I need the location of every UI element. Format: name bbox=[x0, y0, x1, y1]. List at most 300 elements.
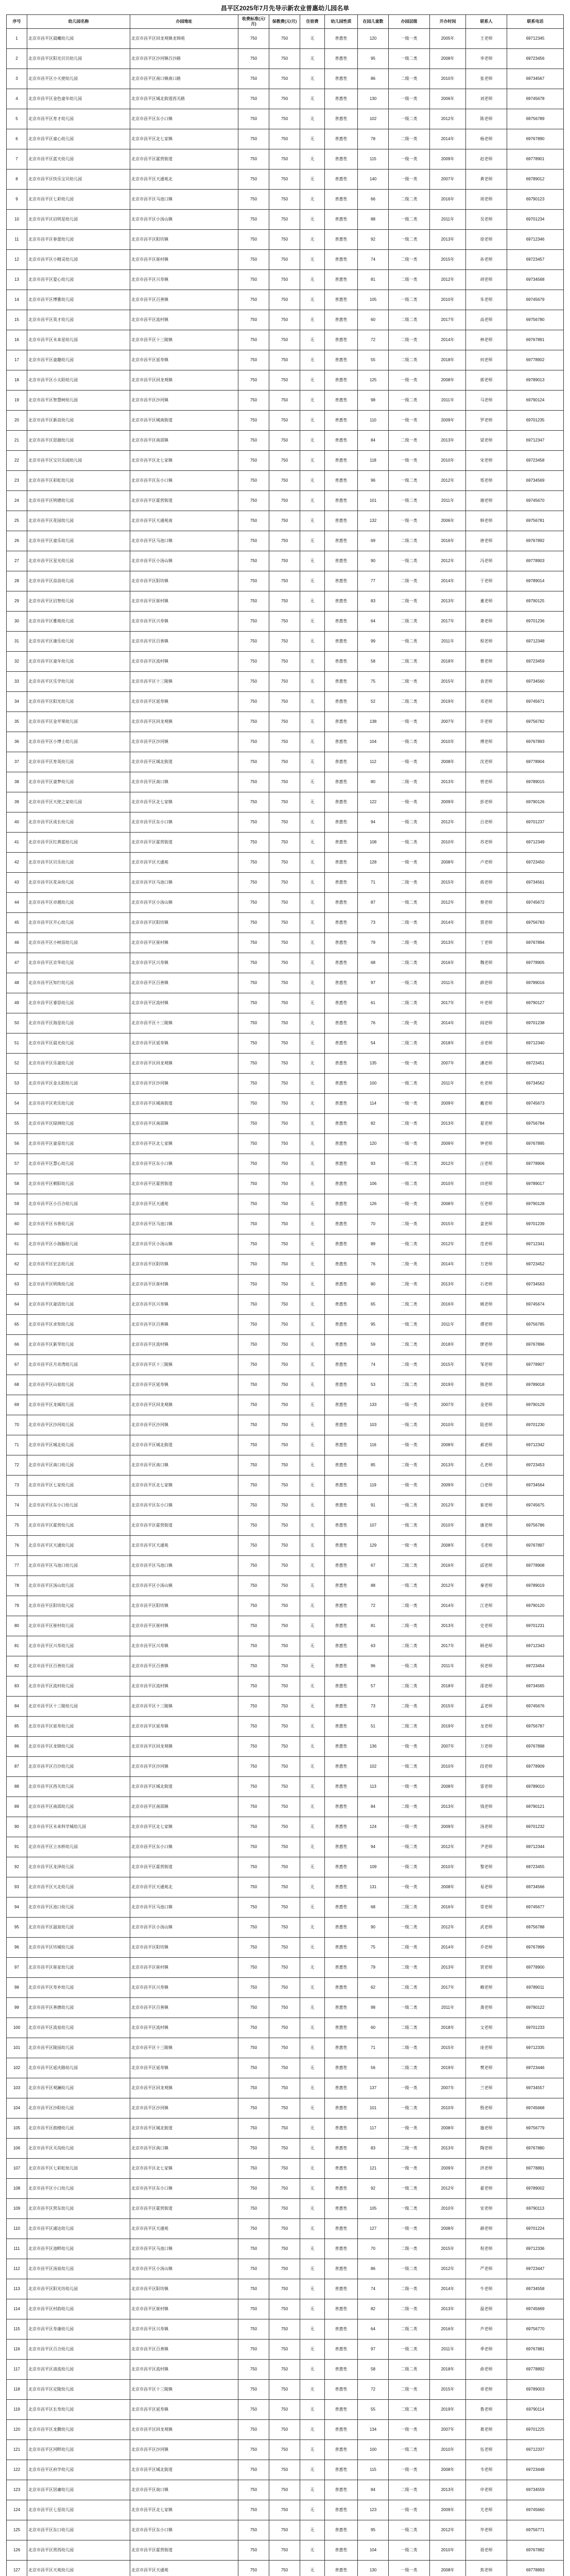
table-cell: 133 bbox=[358, 1395, 389, 1415]
table-row bbox=[7, 1154, 564, 1174]
table-cell: 750 bbox=[238, 1375, 269, 1395]
table-cell: 北京市昌平区寿乡幼儿园 bbox=[27, 1978, 130, 1998]
table-cell: 90 bbox=[7, 1817, 27, 1837]
column-header: 序号 bbox=[7, 15, 27, 29]
table-cell: 普惠性 bbox=[325, 1978, 358, 1998]
table-cell: 谭老师 bbox=[466, 1315, 507, 1335]
table-row bbox=[7, 1717, 564, 1737]
table-cell: 53 bbox=[7, 1074, 27, 1094]
table-cell: 69767893 bbox=[507, 732, 564, 752]
table-cell: 90 bbox=[358, 1918, 389, 1938]
table-cell: 北京市昌平区延寿镇 bbox=[130, 2058, 238, 2078]
table-cell: 普惠性 bbox=[325, 652, 358, 672]
table-cell: 69712340 bbox=[507, 1033, 564, 1054]
table-cell: 750 bbox=[238, 391, 269, 411]
table-cell: 高老师 bbox=[466, 310, 507, 330]
table-cell: 69767898 bbox=[507, 1737, 564, 1757]
table-cell: 无 bbox=[300, 632, 325, 652]
table-row bbox=[7, 431, 564, 451]
table-cell: 2012年 bbox=[430, 2259, 466, 2279]
table-cell: 2010年 bbox=[430, 1757, 466, 1777]
table-cell: 750 bbox=[269, 149, 300, 170]
table-cell: 普惠性 bbox=[325, 632, 358, 652]
table-cell: 北京市昌平区天通苑北 bbox=[130, 170, 238, 190]
table-cell: 普惠性 bbox=[325, 732, 358, 752]
table-cell: 750 bbox=[269, 2259, 300, 2279]
table-cell: 芦老师 bbox=[466, 2319, 507, 2340]
table-cell: 750 bbox=[269, 531, 300, 551]
table-cell: 无 bbox=[300, 1315, 325, 1335]
table-row bbox=[7, 1636, 564, 1656]
table-cell: 74 bbox=[358, 250, 389, 270]
table-cell: 2009年 bbox=[430, 2500, 466, 2520]
table-row bbox=[7, 109, 564, 129]
table-cell: 86 bbox=[7, 1737, 27, 1757]
table-row bbox=[7, 752, 564, 772]
table-cell: 无 bbox=[300, 1978, 325, 1998]
table-cell: 北京市昌平区营西幼儿园 bbox=[27, 2540, 130, 2561]
table-row bbox=[7, 1616, 564, 1636]
table-cell: 71 bbox=[7, 1435, 27, 1455]
table-cell: 兰老师 bbox=[466, 2078, 507, 2098]
table-cell: 无 bbox=[300, 1114, 325, 1134]
table-row bbox=[7, 1054, 564, 1074]
table-cell: 北京市昌平区天北幼儿园 bbox=[27, 1877, 130, 1897]
table-cell: 普惠性 bbox=[325, 692, 358, 712]
table-cell: 普惠性 bbox=[325, 1998, 358, 2018]
table-cell: 北京市昌平区睿思幼儿园 bbox=[27, 993, 130, 1013]
table-cell: 69767895 bbox=[507, 1134, 564, 1154]
table-row bbox=[7, 2038, 564, 2058]
table-cell: 北京市昌平区东小口镇 bbox=[130, 109, 238, 129]
table-cell: 北京市昌平区城北街道西关路 bbox=[130, 89, 238, 109]
table-row bbox=[7, 1938, 564, 1958]
table-cell: 750 bbox=[238, 330, 269, 350]
table-cell: 北京市昌平区小汤山镇 bbox=[130, 1576, 238, 1596]
table-cell: 750 bbox=[238, 1676, 269, 1697]
table-cell: 2011年 bbox=[430, 973, 466, 993]
table-cell: 二级一类 bbox=[389, 250, 430, 270]
table-cell: 2009年 bbox=[430, 411, 466, 431]
table-cell: 北京市昌平区池口幼儿园 bbox=[27, 1897, 130, 1918]
table-cell: 59 bbox=[7, 1194, 27, 1214]
table-cell: 北京市昌平区回龙观镇 bbox=[130, 712, 238, 732]
table-cell: 79 bbox=[7, 1596, 27, 1616]
table-cell: 2012年 bbox=[430, 270, 466, 290]
table-cell: 普惠性 bbox=[325, 893, 358, 913]
table-row bbox=[7, 1556, 564, 1576]
table-cell: 69790128 bbox=[507, 1194, 564, 1214]
table-cell: 124 bbox=[358, 1817, 389, 1837]
table-cell: 69790126 bbox=[507, 792, 564, 812]
table-cell: 2017年 bbox=[430, 1636, 466, 1656]
table-cell: 750 bbox=[269, 1395, 300, 1415]
table-cell: 2007年 bbox=[430, 170, 466, 190]
table-cell: 750 bbox=[269, 551, 300, 571]
table-cell: 750 bbox=[238, 2520, 269, 2540]
table-cell: 北京市昌平区回龙观镇 bbox=[130, 1737, 238, 1757]
table-cell: 69790122 bbox=[507, 1998, 564, 2018]
document-title: 昌平区2025年7月先导示新农业普惠幼儿园名单 bbox=[220, 5, 350, 12]
table-cell: 121 bbox=[7, 2440, 27, 2460]
table-cell: 无 bbox=[300, 230, 325, 250]
table-cell: 61 bbox=[358, 993, 389, 1013]
table-row bbox=[7, 853, 564, 873]
table-cell: 750 bbox=[269, 290, 300, 310]
table-cell: 67 bbox=[358, 1556, 389, 1576]
table-cell: 普惠性 bbox=[325, 109, 358, 129]
table-cell: 殷老师 bbox=[466, 2098, 507, 2119]
table-row bbox=[7, 2520, 564, 2540]
table-cell: 750 bbox=[269, 1656, 300, 1676]
table-cell: 普惠性 bbox=[325, 2199, 358, 2219]
table-cell: 69778902 bbox=[507, 350, 564, 370]
table-cell: 无 bbox=[300, 652, 325, 672]
table-row bbox=[7, 2299, 564, 2319]
table-cell: 普惠性 bbox=[325, 2239, 358, 2259]
table-cell: 2014年 bbox=[430, 129, 466, 149]
table-cell: 69789002 bbox=[507, 2179, 564, 2199]
table-cell: 2013年 bbox=[430, 772, 466, 792]
table-row bbox=[7, 692, 564, 712]
table-cell: 22 bbox=[7, 451, 27, 471]
table-cell: 69723453 bbox=[507, 1455, 564, 1476]
table-cell: 北京市昌平区霍营街道 bbox=[130, 1516, 238, 1536]
table-cell: 无 bbox=[300, 1033, 325, 1054]
table-cell: 69778901 bbox=[507, 149, 564, 170]
table-cell: 周老师 bbox=[466, 190, 507, 210]
table-cell: 112 bbox=[7, 2259, 27, 2279]
table-cell: 750 bbox=[269, 2400, 300, 2420]
table-cell: 750 bbox=[269, 1255, 300, 1275]
table-row bbox=[7, 1275, 564, 1295]
table-cell: 无 bbox=[300, 1958, 325, 1978]
table-cell: 无 bbox=[300, 973, 325, 993]
table-cell: 750 bbox=[238, 2038, 269, 2058]
table-cell: 北京市昌平区崔村镇 bbox=[130, 591, 238, 612]
table-row bbox=[7, 2239, 564, 2259]
table-cell: 750 bbox=[238, 571, 269, 591]
table-cell: 林老师 bbox=[466, 330, 507, 350]
table-cell: 24 bbox=[7, 491, 27, 511]
table-cell: 750 bbox=[269, 1556, 300, 1576]
table-cell: 无 bbox=[300, 1375, 325, 1395]
table-cell: 北京市昌平区流村镇 bbox=[130, 2018, 238, 2038]
table-cell: 无 bbox=[300, 531, 325, 551]
table-cell: 二级二类 bbox=[389, 2400, 430, 2420]
table-row bbox=[7, 129, 564, 149]
table-cell: 9 bbox=[7, 190, 27, 210]
table-cell: 普惠性 bbox=[325, 1455, 358, 1476]
table-cell: 750 bbox=[269, 591, 300, 612]
table-cell: 无 bbox=[300, 330, 325, 350]
table-cell: 北京市昌平区霍营街道 bbox=[130, 1857, 238, 1877]
table-cell: 一级一类 bbox=[389, 752, 430, 772]
table-cell: 无 bbox=[300, 1697, 325, 1717]
table-cell: 750 bbox=[269, 1877, 300, 1897]
table-cell: 无 bbox=[300, 1938, 325, 1958]
table-cell: 无 bbox=[300, 411, 325, 431]
table-cell: 2017年 bbox=[430, 1978, 466, 1998]
table-cell: 750 bbox=[269, 1476, 300, 1496]
table-cell: 64 bbox=[358, 612, 389, 632]
table-cell: 郝老师 bbox=[466, 1435, 507, 1455]
table-row bbox=[7, 411, 564, 431]
table-row bbox=[7, 190, 564, 210]
table-row bbox=[7, 1094, 564, 1114]
table-cell: 北京市昌平区东小口幼儿园 bbox=[27, 1496, 130, 1516]
table-cell: 69701234 bbox=[507, 210, 564, 230]
table-cell: 136 bbox=[358, 1737, 389, 1757]
table-cell: 北京市昌平区城南街道 bbox=[130, 411, 238, 431]
table-cell: 750 bbox=[269, 431, 300, 451]
table-cell: 750 bbox=[238, 632, 269, 652]
table-cell: 750 bbox=[269, 1676, 300, 1697]
table-row bbox=[7, 1476, 564, 1496]
table-row bbox=[7, 2098, 564, 2119]
table-cell: 57 bbox=[7, 1154, 27, 1174]
table-cell: 北京市昌平区童话幼儿园 bbox=[27, 1295, 130, 1315]
table-cell: 750 bbox=[269, 1496, 300, 1516]
table-cell: 无 bbox=[300, 2561, 325, 2576]
table-cell: 2012年 bbox=[430, 109, 466, 129]
table-row bbox=[7, 973, 564, 993]
table-cell: 66 bbox=[7, 1335, 27, 1355]
table-cell: 常老师 bbox=[466, 1897, 507, 1918]
table-cell: 69701236 bbox=[507, 612, 564, 632]
column-header: 办园地址 bbox=[130, 15, 238, 29]
table-cell: 一级二类 bbox=[389, 2098, 430, 2119]
table-row bbox=[7, 69, 564, 89]
table-cell: 沈老师 bbox=[466, 752, 507, 772]
table-cell: 北京市昌平区苗苗幼儿园 bbox=[27, 571, 130, 591]
table-cell: 750 bbox=[269, 752, 300, 772]
table-cell: 2015年 bbox=[430, 672, 466, 692]
table-cell: 普惠性 bbox=[325, 1536, 358, 1556]
table-cell: 北京市昌平区宏志幼儿园 bbox=[27, 1255, 130, 1275]
table-cell: 普惠性 bbox=[325, 2058, 358, 2078]
table-cell: 二级二类 bbox=[389, 1375, 430, 1395]
table-cell: 750 bbox=[238, 49, 269, 69]
table-cell: 69734565 bbox=[507, 1676, 564, 1697]
table-cell: 2008年 bbox=[430, 2561, 466, 2576]
table-cell: 750 bbox=[238, 1536, 269, 1556]
table-cell: 750 bbox=[238, 310, 269, 330]
table-cell: 程老师 bbox=[466, 632, 507, 652]
table-cell: 2007年 bbox=[430, 2078, 466, 2098]
table-cell: 北京市昌平区霍营街道 bbox=[130, 2199, 238, 2219]
table-cell: 750 bbox=[269, 1757, 300, 1777]
table-cell: 69756771 bbox=[507, 2520, 564, 2540]
table-cell: 北京市昌平区书香幼儿园 bbox=[27, 1214, 130, 1234]
table-cell: 69778892 bbox=[507, 2360, 564, 2380]
table-cell: 69789014 bbox=[507, 571, 564, 591]
table-cell: 北京市昌平区延寿镇 bbox=[130, 1717, 238, 1737]
table-cell: 2011年 bbox=[430, 391, 466, 411]
table-cell: 曹老师 bbox=[466, 652, 507, 672]
table-cell: 无 bbox=[300, 953, 325, 973]
table-cell: 750 bbox=[238, 109, 269, 129]
table-cell: 北京市昌平区十三陵镇 bbox=[130, 1013, 238, 1033]
table-cell: 普惠性 bbox=[325, 451, 358, 471]
table-cell: 84 bbox=[358, 431, 389, 451]
table-cell: 一级一类 bbox=[389, 1877, 430, 1897]
table-cell: 750 bbox=[269, 1234, 300, 1255]
table-cell: 北京市昌平区十三陵镇 bbox=[130, 1697, 238, 1717]
table-cell: 普惠性 bbox=[325, 2540, 358, 2561]
table-cell: 56 bbox=[358, 2058, 389, 2078]
table-cell: 普惠性 bbox=[325, 1757, 358, 1777]
table-row bbox=[7, 1315, 564, 1335]
table-cell: 一级二类 bbox=[389, 732, 430, 752]
table-cell: 750 bbox=[238, 89, 269, 109]
table-cell: 72 bbox=[358, 2380, 389, 2400]
table-cell: 750 bbox=[269, 1938, 300, 1958]
table-cell: 2007年 bbox=[430, 1395, 466, 1415]
table-cell: 2008年 bbox=[430, 1877, 466, 1897]
column-header: 在园儿童数 bbox=[358, 15, 389, 29]
table-row bbox=[7, 2420, 564, 2440]
table-cell: 北京市昌平区汤山幼儿园 bbox=[27, 1576, 130, 1596]
table-cell: 北京市昌平区北七家镇 bbox=[130, 1134, 238, 1154]
table-cell: 69745671 bbox=[507, 692, 564, 712]
table-cell: 69745679 bbox=[507, 290, 564, 310]
table-cell: 北京市昌平区回龙观镇 bbox=[130, 2078, 238, 2098]
table-cell: 无 bbox=[300, 1355, 325, 1375]
table-cell: 顾老师 bbox=[466, 1636, 507, 1656]
table-cell: 2018年 bbox=[430, 2018, 466, 2038]
table-row bbox=[7, 1496, 564, 1516]
table-cell: 750 bbox=[238, 2400, 269, 2420]
table-cell: 无 bbox=[300, 2259, 325, 2279]
table-cell: 普惠性 bbox=[325, 1697, 358, 1717]
column-header: 幼儿园性质 bbox=[325, 15, 358, 29]
table-cell: 北京市昌平区兴寿镇 bbox=[130, 1636, 238, 1656]
table-cell: 普惠性 bbox=[325, 2098, 358, 2119]
table-cell: 北京市昌平区宝贝乐园幼儿园 bbox=[27, 451, 130, 471]
table-cell: 750 bbox=[269, 712, 300, 732]
table-cell: 北京市昌平区鼓楼幼儿园 bbox=[27, 2119, 130, 2139]
table-cell: 普惠性 bbox=[325, 833, 358, 853]
table-cell: 750 bbox=[269, 1033, 300, 1054]
table-cell: 一级二类 bbox=[389, 1918, 430, 1938]
table-cell: 105 bbox=[358, 2199, 389, 2219]
table-cell: 普惠性 bbox=[325, 1335, 358, 1355]
table-cell: 无 bbox=[300, 2139, 325, 2159]
table-cell: 北京市昌平区南邵镇 bbox=[130, 1114, 238, 1134]
table-cell: 普惠性 bbox=[325, 2319, 358, 2340]
table-cell: 750 bbox=[238, 1234, 269, 1255]
table-cell: 二级一类 bbox=[389, 1616, 430, 1636]
table-cell: 一级二类 bbox=[389, 109, 430, 129]
table-cell: 无 bbox=[300, 1737, 325, 1757]
table-row bbox=[7, 1757, 564, 1777]
table-cell: 2014年 bbox=[430, 1013, 466, 1033]
table-cell: 普惠性 bbox=[325, 2018, 358, 2038]
table-cell: 2018年 bbox=[430, 652, 466, 672]
table-cell: 2019年 bbox=[430, 2058, 466, 2078]
table-cell: 赵老师 bbox=[466, 149, 507, 170]
table-cell: 孟老师 bbox=[466, 1697, 507, 1717]
table-cell: 84 bbox=[7, 1697, 27, 1717]
table-cell: 普惠性 bbox=[325, 1616, 358, 1636]
table-cell: 2012年 bbox=[430, 1496, 466, 1516]
table-cell: 余老师 bbox=[466, 1033, 507, 1054]
table-cell: 69745673 bbox=[507, 1094, 564, 1114]
table-cell: 2010年 bbox=[430, 290, 466, 310]
table-cell: 北京市昌平区沙河镇 bbox=[130, 391, 238, 411]
table-cell: 96 bbox=[7, 1938, 27, 1958]
table-cell: 北京市昌平区长寿幼儿园 bbox=[27, 2400, 130, 2420]
table-cell: 北京市昌平区坊城幼儿园 bbox=[27, 1938, 130, 1958]
table-cell: 70 bbox=[7, 1415, 27, 1435]
table-cell: 750 bbox=[238, 1978, 269, 1998]
table-cell: 二级一类 bbox=[389, 330, 430, 350]
table-cell: 69734559 bbox=[507, 2480, 564, 2500]
table-cell: 韩老师 bbox=[466, 511, 507, 531]
table-cell: 69778909 bbox=[507, 1757, 564, 1777]
table-row bbox=[7, 230, 564, 250]
table-cell: 69701233 bbox=[507, 2018, 564, 2038]
table-cell: 92 bbox=[358, 230, 389, 250]
table-cell: 77 bbox=[7, 1556, 27, 1576]
table-cell: 二级二类 bbox=[389, 2058, 430, 2078]
table-cell: 万老师 bbox=[466, 1737, 507, 1757]
table-cell: 101 bbox=[7, 2038, 27, 2058]
table-cell: 北京市昌平区北七家镇 bbox=[130, 2500, 238, 2520]
table-cell: 邵老师 bbox=[466, 1676, 507, 1697]
table-cell: 北京市昌平区马池口镇 bbox=[130, 873, 238, 893]
table-cell: 135 bbox=[358, 1054, 389, 1074]
table-cell: 750 bbox=[238, 2460, 269, 2480]
table-cell: 69723446 bbox=[507, 2058, 564, 2078]
table-cell: 无 bbox=[300, 612, 325, 632]
table-cell: 北京市昌平区花朵幼儿园 bbox=[27, 873, 130, 893]
table-cell: 25 bbox=[7, 511, 27, 531]
table-cell: 18 bbox=[7, 370, 27, 391]
table-row bbox=[7, 210, 564, 230]
table-cell: 750 bbox=[238, 2239, 269, 2259]
table-cell: 二级一类 bbox=[389, 1596, 430, 1616]
table-cell: 北京市昌平区欢乐幼儿园 bbox=[27, 1094, 130, 1114]
table-cell: 750 bbox=[269, 2561, 300, 2576]
table-cell: 普惠性 bbox=[325, 1194, 358, 1214]
table-cell: 110 bbox=[7, 2219, 27, 2239]
table-cell: 82 bbox=[7, 1656, 27, 1676]
table-row bbox=[7, 310, 564, 330]
table-cell: 750 bbox=[269, 2299, 300, 2319]
table-cell: 69767896 bbox=[507, 1335, 564, 1355]
table-cell: 72 bbox=[358, 330, 389, 350]
table-cell: 99 bbox=[7, 1998, 27, 2018]
table-cell: 北京市昌平区城南街道 bbox=[130, 1094, 238, 1114]
table-cell: 无 bbox=[300, 2540, 325, 2561]
table-cell: 750 bbox=[269, 1978, 300, 1998]
table-cell: 69767890 bbox=[507, 129, 564, 149]
table-cell: 无 bbox=[300, 1817, 325, 1837]
table-cell: 赖老师 bbox=[466, 1978, 507, 1998]
table-row bbox=[7, 1194, 564, 1214]
table-cell: 北京市昌平区小汤山镇 bbox=[130, 893, 238, 913]
table-cell: 68 bbox=[7, 1375, 27, 1395]
table-cell: 北京市昌平区春蕾幼儿园 bbox=[27, 230, 130, 250]
table-cell: 69778908 bbox=[507, 1556, 564, 1576]
table-cell: 30 bbox=[7, 612, 27, 632]
table-cell: 2019年 bbox=[430, 1375, 466, 1395]
table-row bbox=[7, 2540, 564, 2561]
table-cell: 750 bbox=[238, 2561, 269, 2576]
table-cell: 750 bbox=[238, 1576, 269, 1596]
